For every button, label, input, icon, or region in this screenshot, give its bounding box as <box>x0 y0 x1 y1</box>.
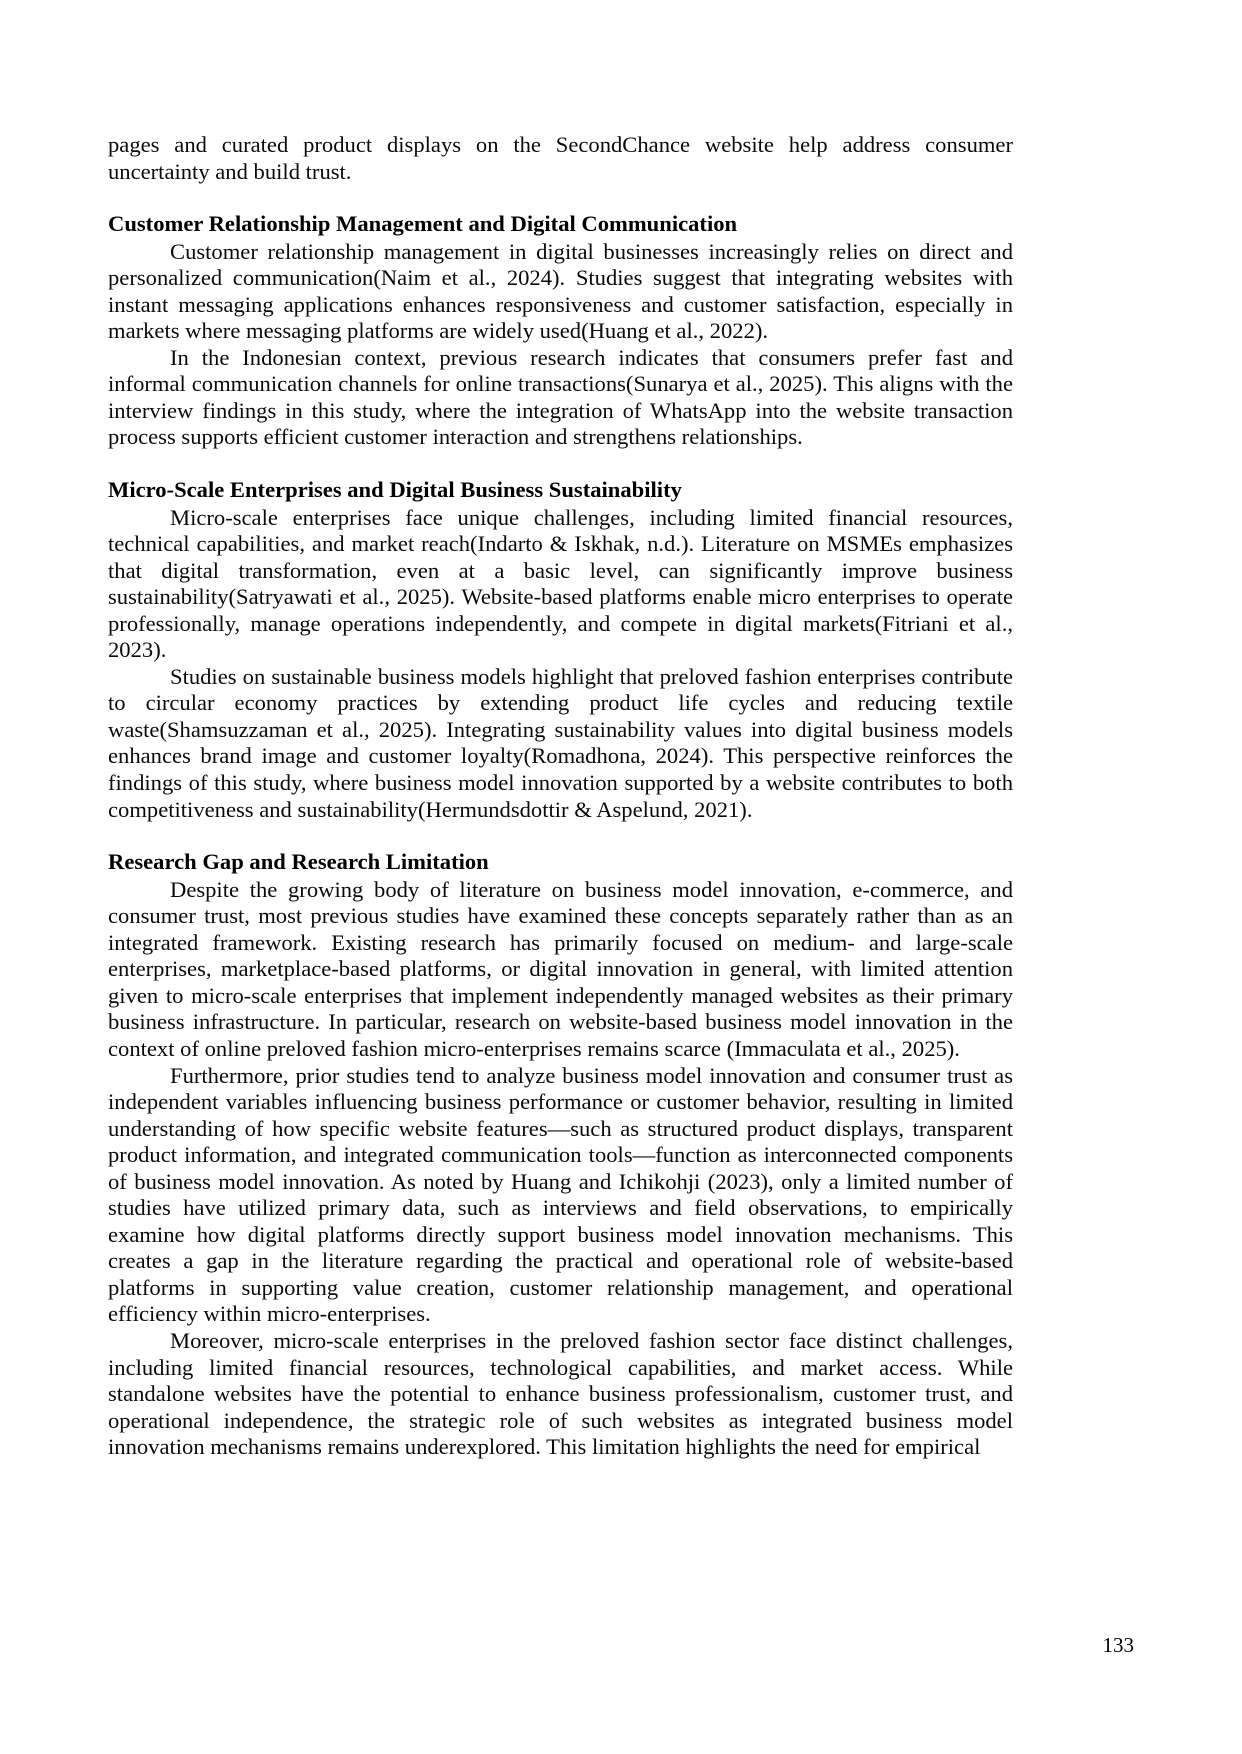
paragraph-crm-1: Customer relationship management in digital businesses increasingly relies on direct and personalized communication(Naim et al., 2024). Studies suggest that integrating websites with instant messaging applications enhances responsiveness and customer satisfaction, especially in markets where messaging platforms are widely used(Huang et al., 2022). <box>108 238 1013 344</box>
spacer <box>108 823 1013 849</box>
paragraph-crm-2: In the Indonesian context, previous research indicates that consumers prefer fast and informal communication channels for online transactions(Sunarya et al., 2025). This aligns with the interview findings in this study, where the integration of WhatsApp into the website transaction process supports efficient customer interaction and strengthens relationships. <box>108 344 1013 450</box>
paragraph-gap-3: Moreover, micro-scale enterprises in the preloved fashion sector face distinct challenges, including limited financial resources, technological capabilities, and market access. While standalone websites have the potential to enhance business professionalism, customer trust, and operational independence, the strategic role of such websites as integrated business model innovation mechanisms remains underexplored. This limitation highlights the need for empirical <box>108 1327 1013 1460</box>
spacer <box>108 185 1013 211</box>
spacer <box>108 451 1013 477</box>
heading-customer-relationship-management: Customer Relationship Management and Digital Communication <box>108 211 738 237</box>
heading-research-gap: Research Gap and Research Limitation <box>108 849 489 875</box>
page-content <box>108 132 1013 1461</box>
paragraph-micro-1: Micro-scale enterprises face unique challenges, including limited financial resources, technical capabilities, and market reach(Indarto & Iskhak, n.d.). Literature on MSMEs emphasizes that digital transformation, even at a basic level, can significantly improve business sustainability(Satryawati et al., 2025). Website-based platforms enable micro enterprises to operate professionally, manage operations independently, and compete in digital markets(Fitriani et al., 2023). <box>108 504 1013 663</box>
paragraph-micro-2: Studies on sustainable business models highlight that preloved fashion enterprises contribute to circular economy practices by extending product life cycles and reducing textile waste(Shamsuzzaman et al., 2025). Integrating sustainability values into digital business models enhances brand image and customer loyalty(Romadhona, 2024). This perspective reinforces the findings of this study, where business model innovation supported by a website contributes to both competitiveness and sustainability(Hermundsdottir & Aspelund, 2021). <box>108 663 1013 822</box>
paragraph-gap-1: Despite the growing body of literature on business model innovation, e-commerce, and consumer trust, most previous studies have examined these concepts separately rather than as an integrated framework. Existing research has primarily focused on medium- and large-scale enterprises, marketplace-based platforms, or digital innovation in general, with limited attention given to micro-scale enterprises that implement independently managed websites as their primary business infrastructure. In particular, research on website-based business model innovation in the context of online preloved fashion micro-enterprises remains scarce (Immaculata et al., 2025). <box>108 876 1013 1061</box>
page-number: 133 <box>1102 1633 1134 1657</box>
heading-micro-scale-enterprises: Micro-Scale Enterprises and Digital Business Sustainability <box>108 477 682 503</box>
paragraph-continued-opening: pages and curated product displays on the SecondChance website help address consumer uncertainty and build trust. <box>108 132 1013 184</box>
paragraph-gap-2: Furthermore, prior studies tend to analyze business model innovation and consumer trust as independent variables influencing business performance or customer behavior, resulting in limited understanding of how specific website features—such as structured product displays, transparent product information, and integrated communication tools—function as interconnected components of business model innovation. As noted by Huang and Ichikohji (2023), only a limited number of studies have utilized primary data, such as interviews and field observations, to empirically examine how digital platforms directly support business model innovation mechanisms. This creates a gap in the literature regarding the practical and operational role of website-based platforms in supporting value creation, customer relationship management, and operational efficiency within micro-enterprises. <box>108 1062 1013 1327</box>
